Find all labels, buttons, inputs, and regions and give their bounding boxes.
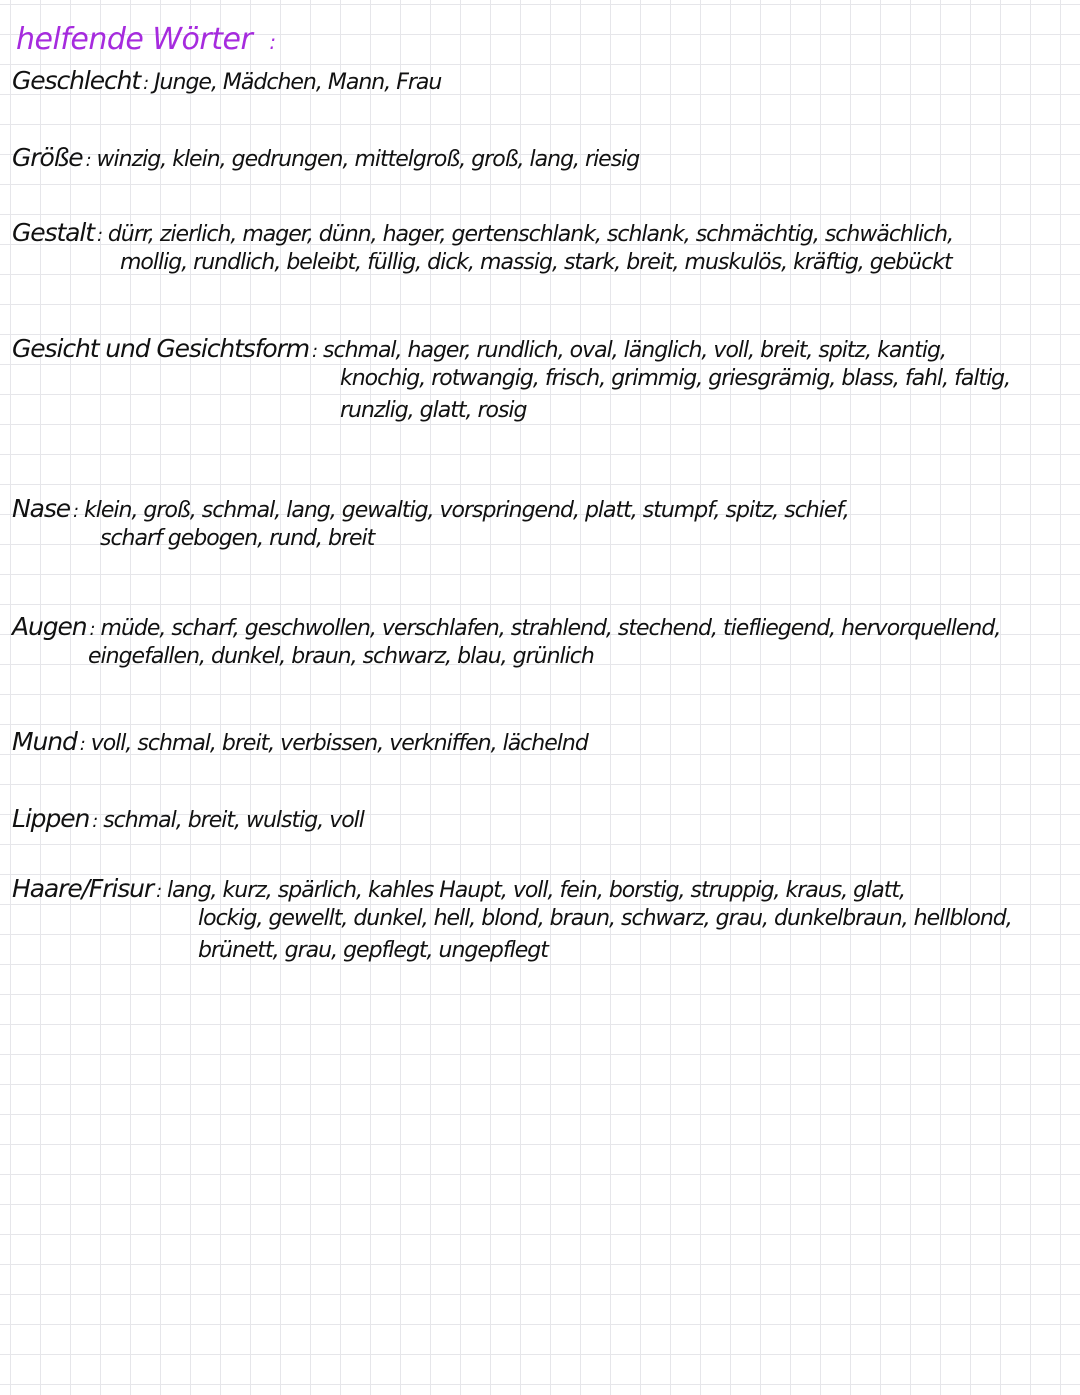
entry-words: lang, kurz, spärlich, kahles Haupt, voll, fein, borstig, struppig, kraus, glatt, [167,878,905,903]
entry-separator: : [89,619,95,640]
entry-label: Gestalt [12,218,94,247]
entry-separator: : [73,501,78,522]
entry-label: Nase [12,494,71,523]
entry-geschlecht [12,66,1076,95]
entry-nase [12,494,1076,555]
entry-words: Junge, Mädchen, Mann, Frau [154,70,442,95]
entry-words-continued: runzlig, glatt, rosig [340,398,527,423]
entry-label: Geschlecht [12,66,141,95]
entry-words: voll, schmal, breit, verbissen, verkniffen, lächelnd [90,731,588,756]
entry-words: dürr, zierlich, mager, dünn, hager, gertenschlank, schlank, schmächtig, schwächlich, [107,222,954,247]
entry-separator: : [79,734,85,755]
entry-words-continued: scharf gebogen, rund, breit [100,526,375,551]
entry-separator: : [143,73,149,94]
entry-words-continued: knochig, rotwangig, frisch, grimmig, griesgrämig, blass, fahl, faltig, [340,366,1011,391]
entry-label: Größe [12,143,83,172]
entry-groesse [12,143,1076,172]
entry-words-continued: mollig, rundlich, beleibt, füllig, dick, massig, stark, breit, muskulös, kräftig, gebückt [120,250,952,275]
entry-words-continued: lockig, gewellt, dunkel, hell, blond, braun, schwarz, grau, dunkelbraun, hellblond, [198,906,1012,931]
entry-words-continued: brünett, grau, gepflegt, ungepflegt [198,938,548,963]
page-title-separator: : [269,30,276,54]
entry-augen [12,612,1076,673]
entry-words: klein, groß, schmal, lang, gewaltig, vorspringend, platt, stumpf, spitz, schief, [84,498,849,523]
page-title [16,22,276,60]
entry-label: Augen [12,612,87,641]
entry-label: Gesicht und Gesichtsform [12,334,310,363]
entry-haare-frisur [12,874,1076,967]
entry-words: müde, scharf, geschwollen, verschlafen, strahlend, stechend, tiefliegend, hervorquellend, [100,616,1001,641]
entry-separator: : [96,225,102,246]
page-title-text: helfende Wörter [16,22,253,57]
entry-mund [12,727,1076,756]
entry-words: schmal, hager, rundlich, oval, länglich, voll, breit, spitz, kantig, [323,338,946,363]
entry-separator: : [156,881,162,902]
entry-separator: : [92,811,98,832]
entry-label: Haare/Frisur [12,874,154,903]
entry-lippen [12,804,1076,833]
entry-separator: : [85,150,91,171]
entry-label: Lippen [12,804,90,833]
entry-separator: : [312,341,318,362]
entry-words: schmal, breit, wulstig, voll [103,808,364,833]
entry-label: Mund [12,727,77,756]
entry-words-continued: eingefallen, dunkel, braun, schwarz, blau, grünlich [88,644,594,669]
entry-gestalt [12,218,1076,279]
entry-words: winzig, klein, gedrungen, mittelgroß, groß, lang, riesig [96,147,640,172]
entry-gesicht [12,334,1076,427]
